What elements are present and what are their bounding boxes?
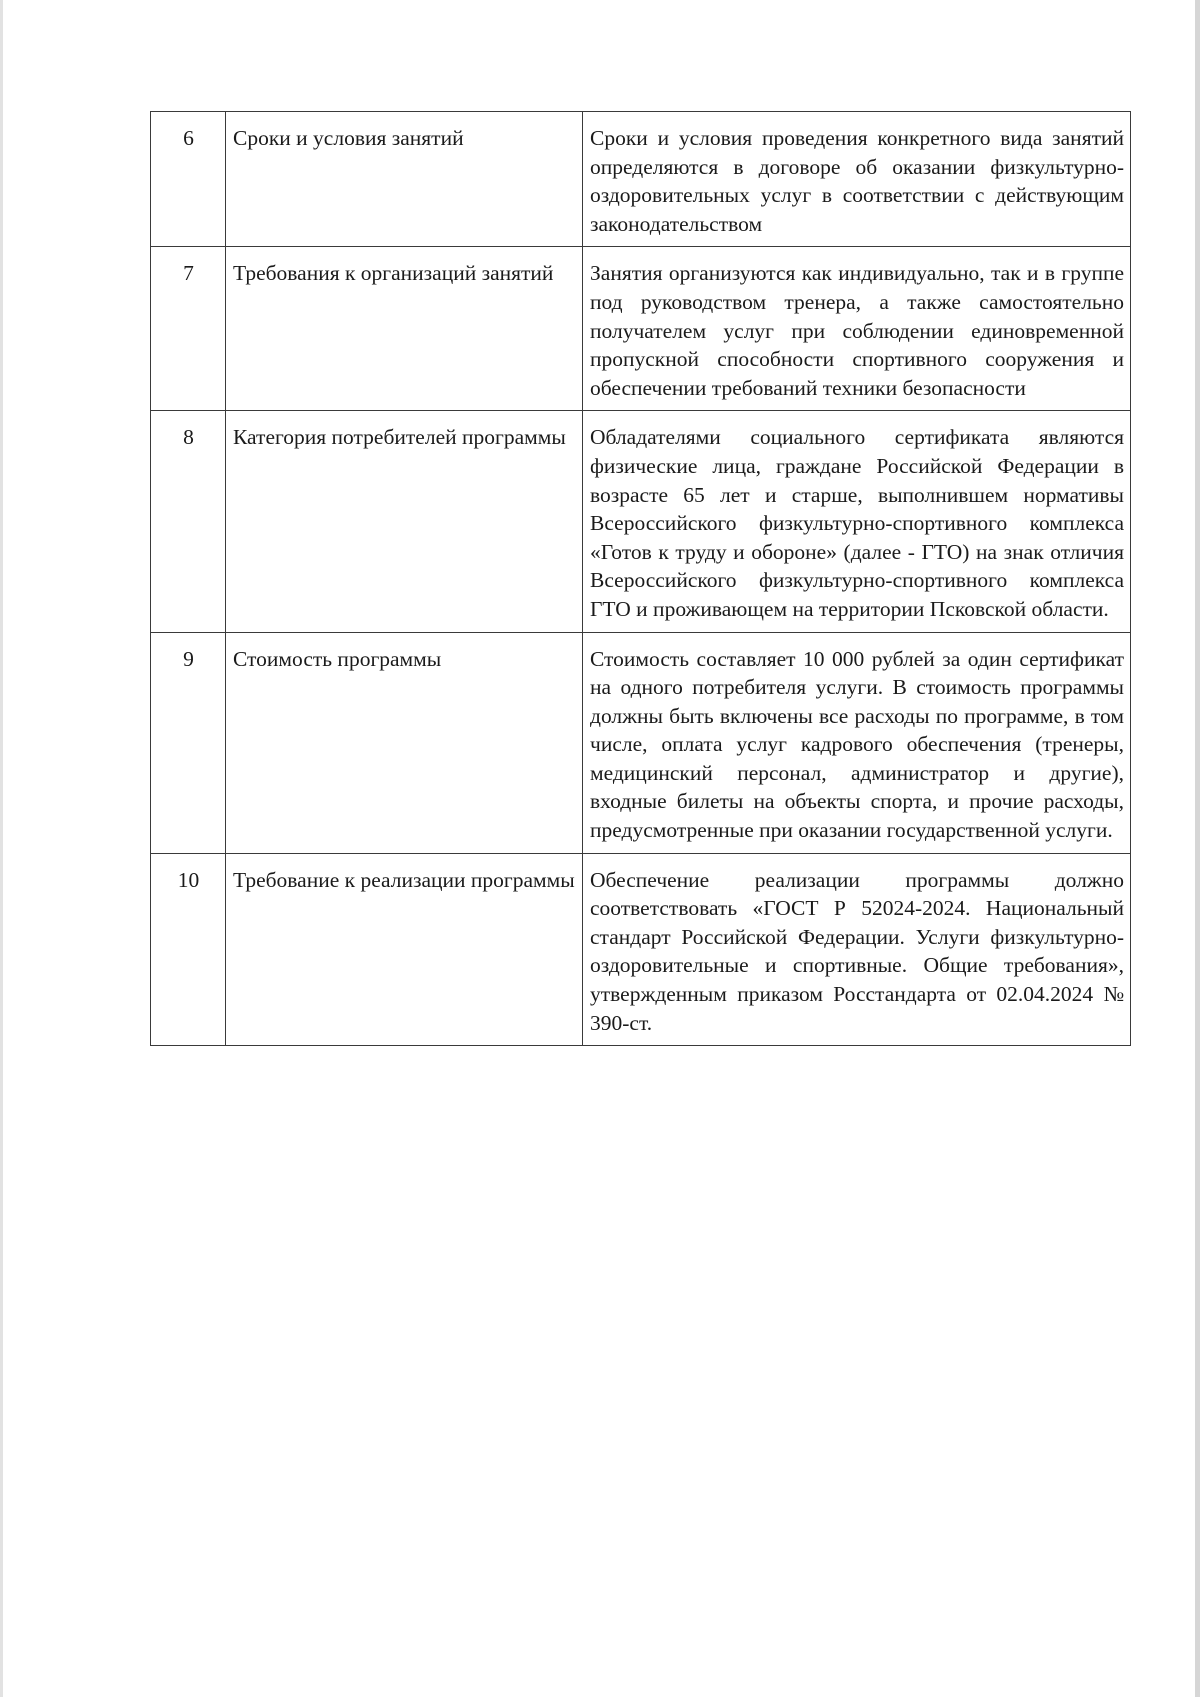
row-number: 9 <box>151 632 226 853</box>
row-parameter-description: Сроки и условия проведения конкретного вида занятий определяются в договоре об оказании физкультурно-оздоровительных услуг в соответствии с действующим законодательством <box>583 112 1131 247</box>
table-row <box>151 632 1131 853</box>
row-number: 6 <box>151 112 226 247</box>
row-number: 8 <box>151 411 226 632</box>
row-parameter-description: Обеспечение реализации программы должно соответствовать «ГОСТ Р 52024-2024. Национальный стандарт Российской Федерации. Услуги физкультурно-оздоровительные и спортивные. Общие требования», утвержденным приказом Росстандарта от 02.04.2024 № 390-ст. <box>583 853 1131 1046</box>
row-parameter-description: Обладателями социального сертификата являются физические лица, граждане Российской Федерации в возрасте 65 лет и старше, выполнившем нормативы Всероссийского физкультурно-спортивного комплекса «Готов к труду и обороне» (далее - ГТО) на знак отличия Всероссийского физкультурно-спортивного комплекса ГТО и проживающем на территории Псковской области. <box>583 411 1131 632</box>
row-parameter-description: Стоимость составляет 10 000 рублей за один сертификат на одного потребителя услуги. В стоимость программы должны быть включены все расходы по программе, в том числе, оплата услуг кадрового обеспечения (тренеры, медицинский персонал, администратор и другие), входные билеты на объекты спорта, и прочие расходы, предусмотренные при оказании государственной услуги. <box>583 632 1131 853</box>
row-parameter-name: Стоимость программы <box>226 632 583 853</box>
table-row <box>151 853 1131 1046</box>
row-number: 7 <box>151 247 226 411</box>
row-parameter-name: Категория потребителей программы <box>226 411 583 632</box>
program-requirements-table <box>150 111 1131 1046</box>
row-parameter-name: Сроки и условия занятий <box>226 112 583 247</box>
row-parameter-name: Требование к реализации программы <box>226 853 583 1046</box>
row-parameter-name: Требования к организаций занятий <box>226 247 583 411</box>
table-row <box>151 112 1131 247</box>
table-row <box>151 247 1131 411</box>
row-parameter-description: Занятия организуются как индивидуально, так и в группе под руководством тренера, а также самостоятельно получателем услуг при соблюдении единовременной пропускной способности спортивного сооружения и обеспечении требований техники безопасности <box>583 247 1131 411</box>
table-row <box>151 411 1131 632</box>
row-number: 10 <box>151 853 226 1046</box>
